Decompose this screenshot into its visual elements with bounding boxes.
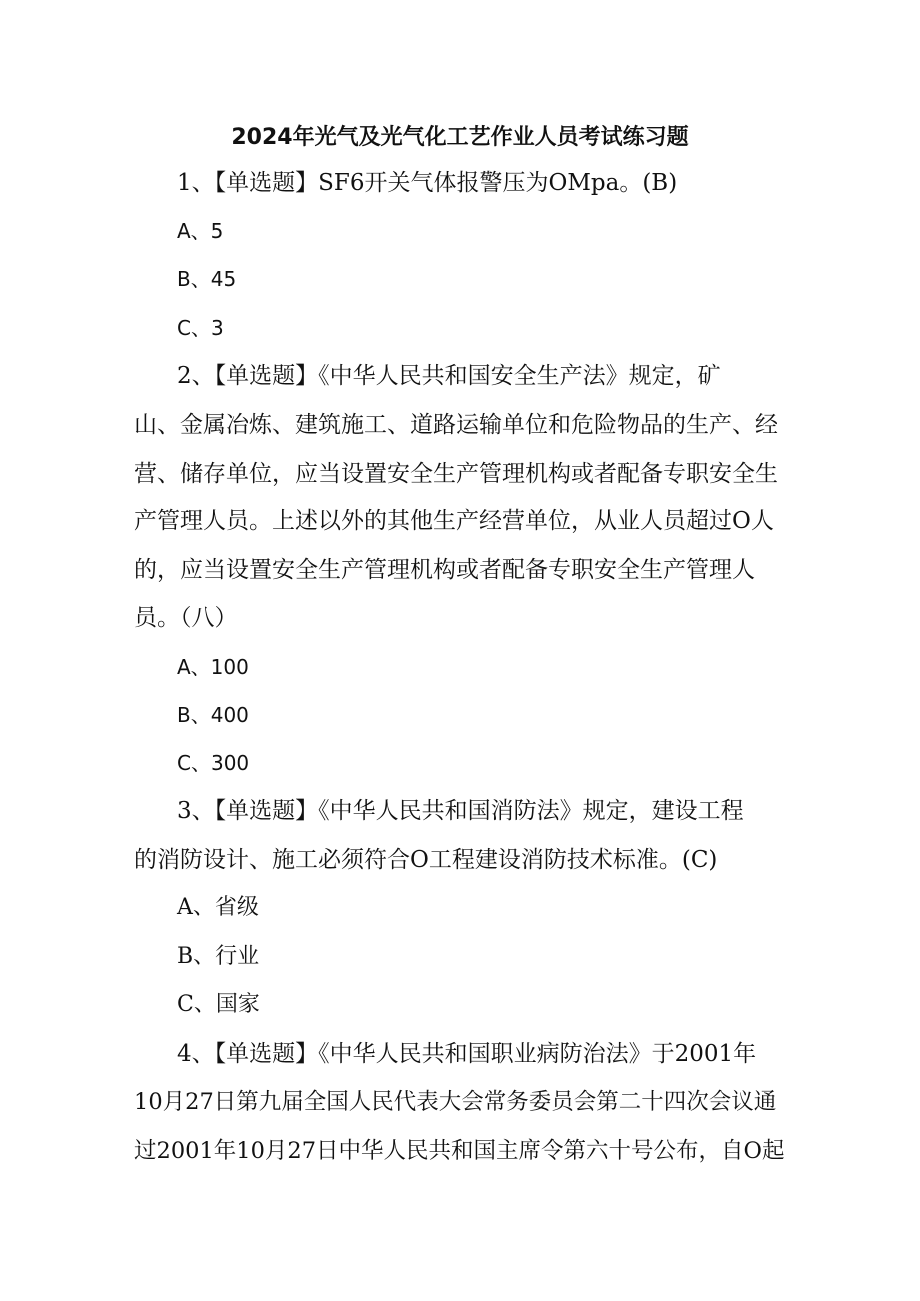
question-2-line-4: 产管理人员。上述以外的其他生产经营单位，从业人员超过O人	[134, 508, 774, 534]
question-2-line-5: 的，应当设置安全生产管理机构或者配备专职安全生产管理人	[134, 557, 755, 583]
question-2-option-c: C、300	[177, 751, 250, 775]
question-2-option-b: B、400	[177, 703, 249, 727]
question-2-line-6: 员。（八）	[134, 605, 238, 631]
question-2-line-2: 山、金属冶炼、建筑施工、道路运输单位和危险物品的生产、经	[134, 412, 778, 438]
question-4-line-1: 4、【单选题】《中华人民共和国职业病防治法》于2001年	[177, 1041, 757, 1067]
question-4-line-3: 过2001年10月27日中华人民共和国主席令第六十号公布，自O起	[134, 1138, 785, 1164]
question-1-text: 1、【单选题】SF6开关气体报警压为OMpa。(B)	[177, 170, 678, 196]
question-2-line-1: 2、【单选题】《中华人民共和国安全生产法》规定，矿	[177, 363, 721, 389]
question-1-option-b: B、45	[177, 267, 237, 291]
question-3-line-2: 的消防设计、施工必须符合O工程建设消防技术标准。(C)	[134, 847, 718, 873]
question-3-option-c: C、国家	[177, 992, 260, 1017]
document-title: 2024年光气及光气化工艺作业人员考试练习题	[231, 125, 689, 150]
question-2-line-3: 营、储存单位，应当设置安全生产管理机构或者配备专职安全生	[134, 461, 778, 487]
question-4-line-2: 10月27日第九届全国人民代表大会常务委员会第二十四次会议通	[134, 1089, 777, 1115]
question-1-option-a: A、5	[177, 219, 224, 243]
question-1-option-c: C、3	[177, 316, 224, 340]
question-2-option-a: A、100	[177, 655, 249, 679]
question-3-line-1: 3、【单选题】《中华人民共和国消防法》规定，建设工程	[177, 798, 744, 824]
question-3-option-a: A、省级	[177, 895, 259, 920]
question-3-option-b: B、行业	[177, 944, 260, 969]
